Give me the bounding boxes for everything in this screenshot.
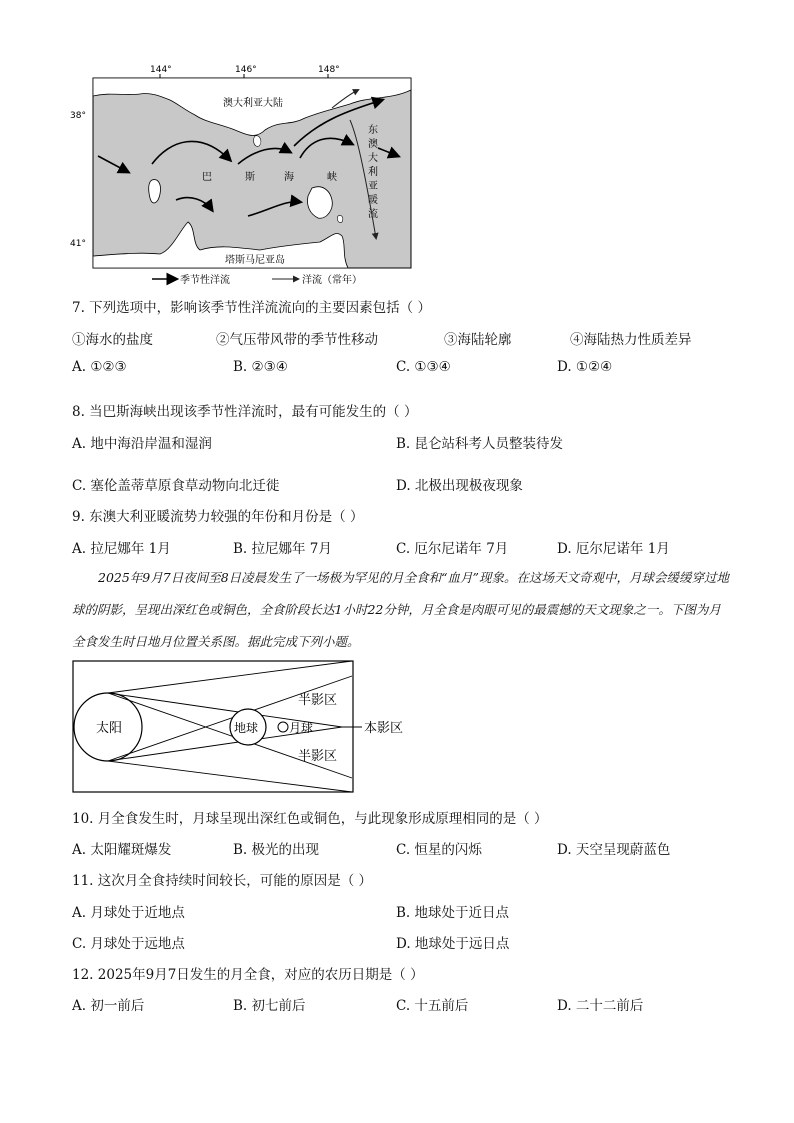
q10-option[interactable]: C. 恒星的闪烁 <box>396 842 482 858</box>
svg-text:亚: 亚 <box>368 181 378 192</box>
penumbra-bottom-label: 半影区 <box>298 749 338 764</box>
svg-text:利: 利 <box>368 167 378 178</box>
q10-option[interactable]: D. 天空呈现蔚蓝色 <box>557 842 671 858</box>
q9-option[interactable]: C. 厄尔尼诺年 7月 <box>396 541 509 557</box>
q10-option[interactable]: B. 极光的出现 <box>233 842 320 858</box>
q8-option[interactable]: A. 地中海沿岸温和湿润 <box>72 436 212 452</box>
q9-option[interactable]: D. 厄尔尼诺年 1月 <box>557 541 670 557</box>
svg-text:大: 大 <box>368 153 378 164</box>
passage-text: 2025年9月7日夜间至8日凌晨发生了一场极为罕见的月全食和“血月”现象。在这场天文奇观中，月球会缓缓穿过地球的阴影，呈现出深红色或铜色，全食阶段长达1小时22分钟，月全食是肉眼可见的最震撼的天文现象之一。下图为月全食发生时日地月位置关系图。据此完成下列小题。 <box>72 570 729 649</box>
q8-stem: 8. 当巴斯海峡出现该季节性洋流时，最有可能发生的（ ） <box>72 404 418 420</box>
sun-label: 太阳 <box>96 721 123 736</box>
legend-current: 洋流（常年） <box>302 275 362 286</box>
q9-option[interactable]: B. 拉尼娜年 7月 <box>233 541 332 557</box>
q11-option[interactable]: A. 月球处于近地点 <box>72 905 185 921</box>
q10-option[interactable]: A. 太阳耀斑爆发 <box>72 842 172 858</box>
q7-item: ④海陆热力性质差异 <box>570 332 692 348</box>
q7-item: ①海水的盐度 <box>72 332 153 348</box>
moon-label: 月球 <box>289 721 314 735</box>
q12-option[interactable]: A. 初一前后 <box>72 998 145 1014</box>
svg-text:东: 东 <box>368 125 378 136</box>
q11-option[interactable]: C. 月球处于远地点 <box>72 936 185 952</box>
q12-option[interactable]: B. 初七前后 <box>233 998 306 1014</box>
svg-text:澳: 澳 <box>368 139 378 150</box>
lon-label: 144° <box>150 65 172 75</box>
q10-stem: 10. 月全食发生时，月球呈现出深红色或铜色，与此现象形成原理相同的是（ ） <box>72 811 548 827</box>
strait-label: 峡 <box>327 172 337 183</box>
lat-label: 41° <box>70 239 86 249</box>
q7-option[interactable]: B. ②③④ <box>233 359 288 375</box>
q7-option[interactable]: C. ①③④ <box>396 359 451 375</box>
q7-item: ③海陆轮廓 <box>444 332 512 348</box>
q12-option[interactable]: D. 二十二前后 <box>557 998 644 1014</box>
lon-label: 146° <box>235 65 257 75</box>
q7-item: ②气压带风带的季节性移动 <box>216 332 378 348</box>
q7-option[interactable]: A. ①②③ <box>72 359 127 375</box>
svg-text:流: 流 <box>368 209 378 220</box>
bass-strait-map <box>70 60 420 288</box>
q7-option[interactable]: D. ①②④ <box>557 359 613 375</box>
q11-stem: 11. 这次月全食持续时间较长，可能的原因是（ ） <box>72 873 373 889</box>
tasmania-label: 塔斯马尼亚岛 <box>225 255 285 266</box>
lat-label: 38° <box>70 111 86 121</box>
penumbra-top-label: 半影区 <box>298 693 338 708</box>
q11-option[interactable]: D. 地球处于远日点 <box>396 936 510 952</box>
strait-label: 海 <box>284 172 294 183</box>
q11-option[interactable]: B. 地球处于近日点 <box>396 905 510 921</box>
q12-stem: 12. 2025年9月7日发生的月全食，对应的农历日期是（ ） <box>72 967 424 983</box>
q9-option[interactable]: A. 拉尼娜年 1月 <box>72 541 171 557</box>
svg-text:暖: 暖 <box>368 195 378 206</box>
lon-label: 148° <box>318 65 340 75</box>
eclipse-diagram <box>72 660 422 794</box>
q9-stem: 9. 东澳大利亚暖流势力较强的年份和月份是（ ） <box>72 509 364 525</box>
q8-option[interactable]: C. 塞伦盖蒂草原食草动物向北迁徙 <box>72 478 280 494</box>
strait-label: 巴 <box>202 172 212 183</box>
moon-circle <box>278 722 288 732</box>
q8-option[interactable]: D. 北极出现极夜现象 <box>396 478 523 494</box>
q7-stem: 7. 下列选项中，影响该季节性洋流流向的主要因素包括（ ） <box>72 300 431 316</box>
strait-label: 斯 <box>245 172 255 183</box>
umbra-label: 本影区 <box>364 721 404 736</box>
earth-label: 地球 <box>234 721 259 735</box>
australia-label: 澳大利亚大陆 <box>223 98 283 109</box>
legend-seasonal: 季节性洋流 <box>180 275 230 286</box>
q12-option[interactable]: C. 十五前后 <box>396 998 469 1014</box>
q8-option[interactable]: B. 昆仑站科考人员整装待发 <box>396 436 564 452</box>
